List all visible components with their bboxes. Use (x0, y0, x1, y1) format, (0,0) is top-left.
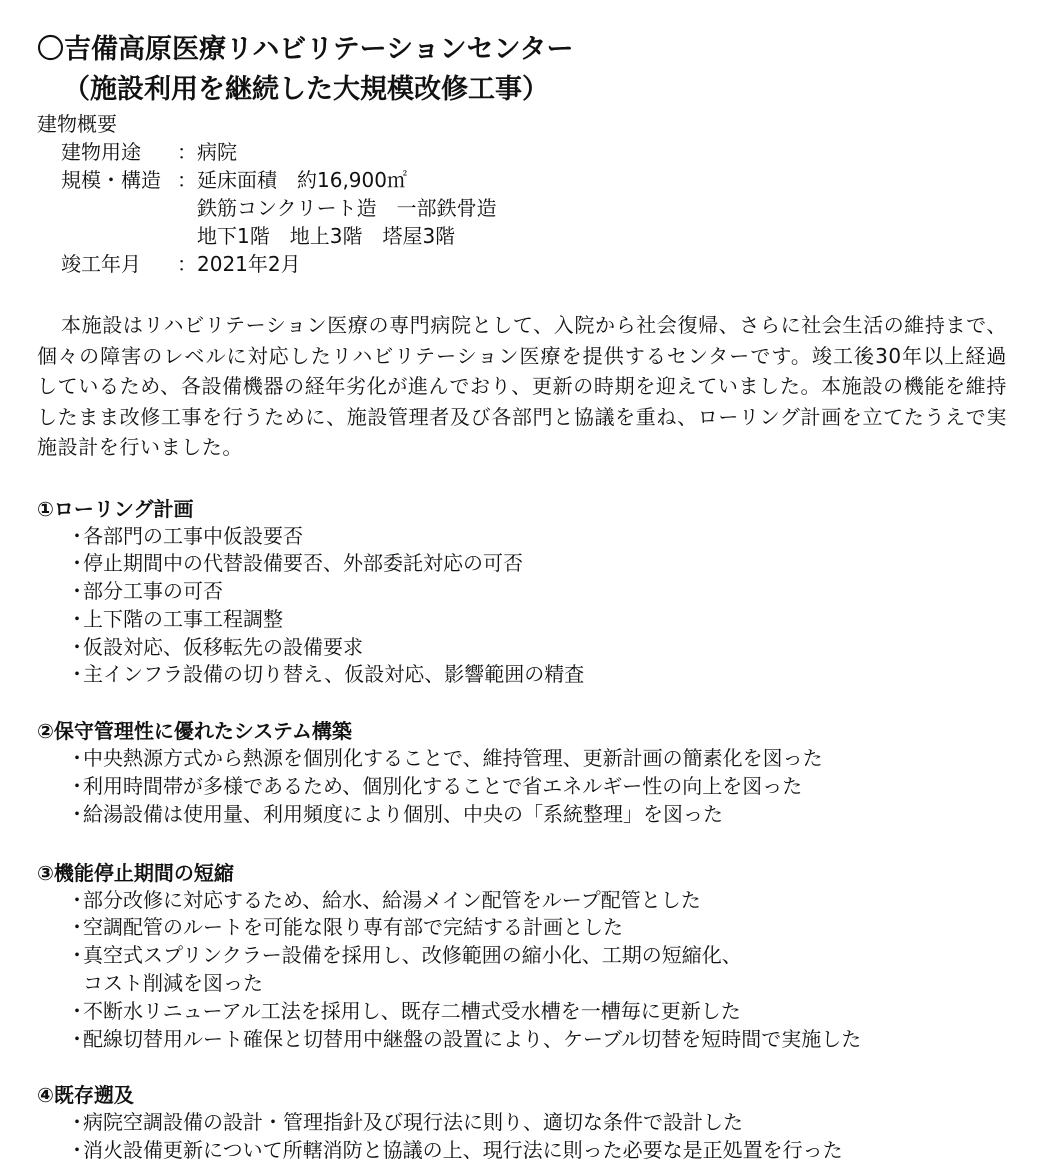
list-item-line: 部分工事の可否 (83, 578, 1017, 606)
overview-value-line: 鉄筋コンクリート造 一部鉄骨造 (177, 194, 497, 222)
list-item-text (67, 942, 1017, 998)
list-item-line: 不断水リニューアル工法を採用し、既存二槽式受水槽を一槽毎に更新した (83, 998, 1017, 1026)
bullet-marker: ・ (67, 634, 87, 662)
section-3 (37, 859, 1017, 1054)
list-item-text (67, 634, 1017, 662)
section-list (37, 887, 1017, 1054)
bullet-marker: ・ (67, 801, 87, 829)
document-subtitle: （施設利用を継続した大規模改修工事） (37, 70, 1017, 110)
list-item-text (67, 801, 1017, 829)
bullet-marker: ・ (67, 606, 87, 634)
list-item-line: コスト削減を図った (83, 970, 1017, 998)
list-item (37, 801, 1017, 829)
list-item (37, 773, 1017, 801)
bullet-marker: ・ (67, 1109, 87, 1137)
overview-key: 規模・構造 (37, 166, 177, 250)
section-4 (37, 1081, 1017, 1165)
list-item-line: 主インフラ設備の切り替え、仮設対応、影響範囲の精査 (83, 661, 1017, 689)
list-item-text (67, 773, 1017, 801)
section-heading: ①ローリング計画 (37, 495, 1017, 523)
list-item-line: 病院空調設備の設計・管理指針及び現行法に則り、適切な条件で設計した (83, 1109, 1017, 1137)
overview-key: 竣工年月 (37, 250, 177, 278)
list-item-line: 空調配管のルートを可能な限り専有部で完結する計画とした (83, 914, 1017, 942)
list-item-line: 仮設対応、仮移転先の設備要求 (83, 634, 1017, 662)
list-item (37, 1137, 1017, 1165)
list-item-text (67, 914, 1017, 942)
list-item (37, 550, 1017, 578)
list-item (37, 914, 1017, 942)
overview-key: 建物用途 (37, 138, 177, 166)
list-item (37, 523, 1017, 551)
list-item (37, 1109, 1017, 1137)
overview-label: 建物概要 (37, 110, 1017, 138)
bullet-marker: ・ (67, 745, 87, 773)
list-item (37, 887, 1017, 915)
list-item-text (67, 523, 1017, 551)
intro-paragraph (37, 310, 1007, 463)
section-list (37, 1109, 1017, 1165)
bullet-marker: ・ (67, 578, 87, 606)
bullet-marker: ・ (67, 773, 87, 801)
list-item-text (67, 578, 1017, 606)
bullet-marker: ・ (67, 998, 87, 1026)
overview-row-completion (37, 250, 1017, 278)
bullet-marker: ・ (67, 523, 87, 551)
list-item (37, 661, 1017, 689)
list-item-text (67, 1026, 1017, 1054)
list-item (37, 942, 1017, 998)
list-item-text (67, 998, 1017, 1026)
overview-value-line: 地下1階 地上3階 塔屋3階 (177, 222, 497, 250)
list-item (37, 578, 1017, 606)
section-heading: ②保守管理性に優れたシステム構築 (37, 717, 1017, 745)
bullet-marker: ・ (67, 887, 87, 915)
overview-value (177, 138, 237, 166)
bullet-marker: ・ (67, 942, 87, 970)
section-2 (37, 717, 1017, 828)
overview-value-line: ：病院 (177, 138, 237, 166)
overview-value (177, 166, 497, 250)
sections (37, 495, 1017, 1165)
list-item-line: 中央熱源方式から熱源を個別化することで、維持管理、更新計画の簡素化を図った (83, 745, 1017, 773)
list-item-text (67, 606, 1017, 634)
section-list (37, 745, 1017, 828)
list-item-line: 上下階の工事工程調整 (83, 606, 1017, 634)
bullet-marker: ・ (67, 1137, 87, 1165)
document-page (37, 30, 1017, 1165)
list-item-text (67, 1137, 1017, 1165)
bullet-marker: ・ (67, 661, 87, 689)
overview-row-scale (37, 166, 1017, 250)
section-1 (37, 495, 1017, 690)
section-list (37, 523, 1017, 690)
list-item-text (67, 661, 1017, 689)
list-item-text (67, 550, 1017, 578)
overview-row-usage (37, 138, 1017, 166)
overview-value-line: ：2021年2月 (177, 250, 301, 278)
list-item-line: 各部門の工事中仮設要否 (83, 523, 1017, 551)
list-item (37, 998, 1017, 1026)
list-item-text (67, 745, 1017, 773)
list-item-line: 停止期間中の代替設備要否、外部委託対応の可否 (83, 550, 1017, 578)
list-item (37, 1026, 1017, 1054)
list-item-text (67, 1109, 1017, 1137)
list-item-line: 真空式スプリンクラー設備を採用し、改修範囲の縮小化、工期の短縮化、 (83, 942, 1017, 970)
list-item-text (67, 887, 1017, 915)
list-item-line: 利用時間帯が多様であるため、個別化することで省エネルギー性の向上を図った (83, 773, 1017, 801)
list-item-line: 給湯設備は使用量、利用頻度により個別、中央の「系統整理」を図った (83, 801, 1017, 829)
overview-value (177, 250, 301, 278)
bullet-marker: ・ (67, 914, 87, 942)
document-title: 〇吉備高原医療リハビリテーションセンター (37, 30, 1017, 70)
overview-table (37, 138, 1017, 278)
list-item (37, 634, 1017, 662)
list-item (37, 745, 1017, 773)
list-item-line: 配線切替用ルート確保と切替用中継盤の設置により、ケーブル切替を短時間で実施した (83, 1026, 1017, 1054)
overview-value-line: ：延床面積 約16,900㎡ (177, 166, 497, 194)
intro-text: 本施設はリハビリテーション医療の専門病院として、入院から社会復帰、さらに社会生活の維持まで、個々の障害のレベルに対応したリハビリテーション医療を提供するセンターです。竣工後30年以上経過しているため、各設備機器の経年劣化が進んでおり、更新の時期を迎えていました。本施設の機能を維持したまま改修工事を行うために、施設管理者及び各部門と協議を重ね、ローリング計画を立てたうえで実施設計を行いました。 (37, 310, 1007, 463)
list-item-line: 消火設備更新について所轄消防と協議の上、現行法に則った必要な是正処置を行った (83, 1137, 1017, 1165)
list-item-line: 部分改修に対応するため、給水、給湯メイン配管をループ配管とした (83, 887, 1017, 915)
section-heading: ③機能停止期間の短縮 (37, 859, 1017, 887)
section-heading: ④既存遡及 (37, 1081, 1017, 1109)
bullet-marker: ・ (67, 550, 87, 578)
bullet-marker: ・ (67, 1026, 87, 1054)
list-item (37, 606, 1017, 634)
